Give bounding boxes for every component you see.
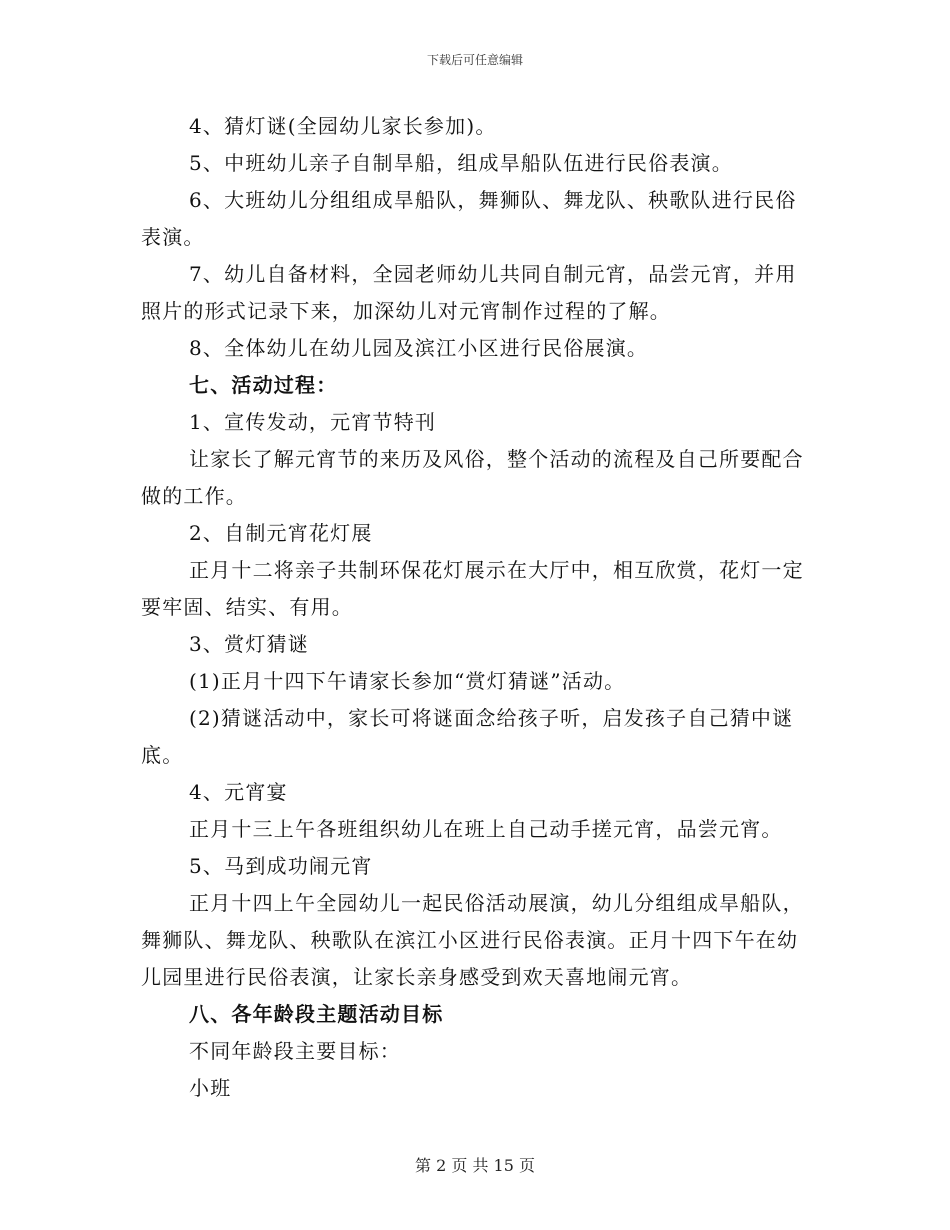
section-heading-age-goals: 八、各年龄段主题活动目标 xyxy=(189,1002,444,1026)
paragraph-riddles-1: (1)正月十四下午请家长参加“赏灯猜谜”活动。 xyxy=(189,669,626,693)
section-heading-activity-process: 七、活动过程： xyxy=(189,373,338,397)
item-senior-class-teams: 6、大班幼儿分组组成旱船队，舞狮队、舞龙队、秧歌队进行民俗表演。 xyxy=(141,188,797,249)
subheading-lantern-show: 2、自制元宵花灯展 xyxy=(189,521,373,545)
page-footer: 第 2 页 共 15 页 xyxy=(415,1156,535,1175)
page-header: 下载后可任意编辑 xyxy=(426,53,523,67)
item-guess-riddles: 4、猜灯谜(全园幼儿家长参加)。 xyxy=(189,114,497,138)
subheading-celebration: 5、马到成功闹元宵 xyxy=(189,854,373,878)
item-make-yuanxiao: 7、幼儿自备材料，全园老师幼儿共同自制元宵，品尝元宵，并用照片的形式记录下来，加深幼儿对元宵制作过程的了解。 xyxy=(141,262,797,323)
document-body xyxy=(141,108,809,1107)
subheading-publicity: 1、宣传发动，元宵节特刊 xyxy=(189,410,437,434)
item-middle-class-boats: 5、中班幼儿亲子自制旱船，组成旱船队伍进行民俗表演。 xyxy=(189,151,733,175)
subheading-yuanxiao-feast: 4、元宵宴 xyxy=(189,780,288,804)
paragraph-celebration: 正月十四上午全园幼儿一起民俗活动展演，幼儿分组组成旱船队，舞狮队、舞龙队、秧歌队在滨江小区进行民俗表演。正月十四下午在幼儿园里进行民俗表演，让家长亲身感受到欢天喜地闹元宵。 xyxy=(141,891,804,989)
paragraph-yuanxiao-feast: 正月十三上午各班组织幼儿在班上自己动手搓元宵，品尝元宵。 xyxy=(189,817,783,841)
paragraph-riddles-2: (2)猜谜活动中，家长可将谜面念给孩子听，启发孩子自己猜中谜底。 xyxy=(141,706,794,767)
item-folk-performance: 8、全体幼儿在幼儿园及滨江小区进行民俗展演。 xyxy=(189,336,649,360)
subheading-riddles: 3、赏灯猜谜 xyxy=(189,632,309,656)
subheading-small-class: 小班 xyxy=(189,1076,232,1100)
paragraph-publicity: 让家长了解元宵节的来历及风俗，整个活动的流程及自己所要配合做的工作。 xyxy=(141,447,804,508)
paragraph-age-goals-intro: 不同年龄段主要目标： xyxy=(189,1039,401,1063)
paragraph-lantern-show: 正月十二将亲子共制环保花灯展示在大厅中，相互欣赏，花灯一定要牢固、结实、有用。 xyxy=(141,558,804,619)
